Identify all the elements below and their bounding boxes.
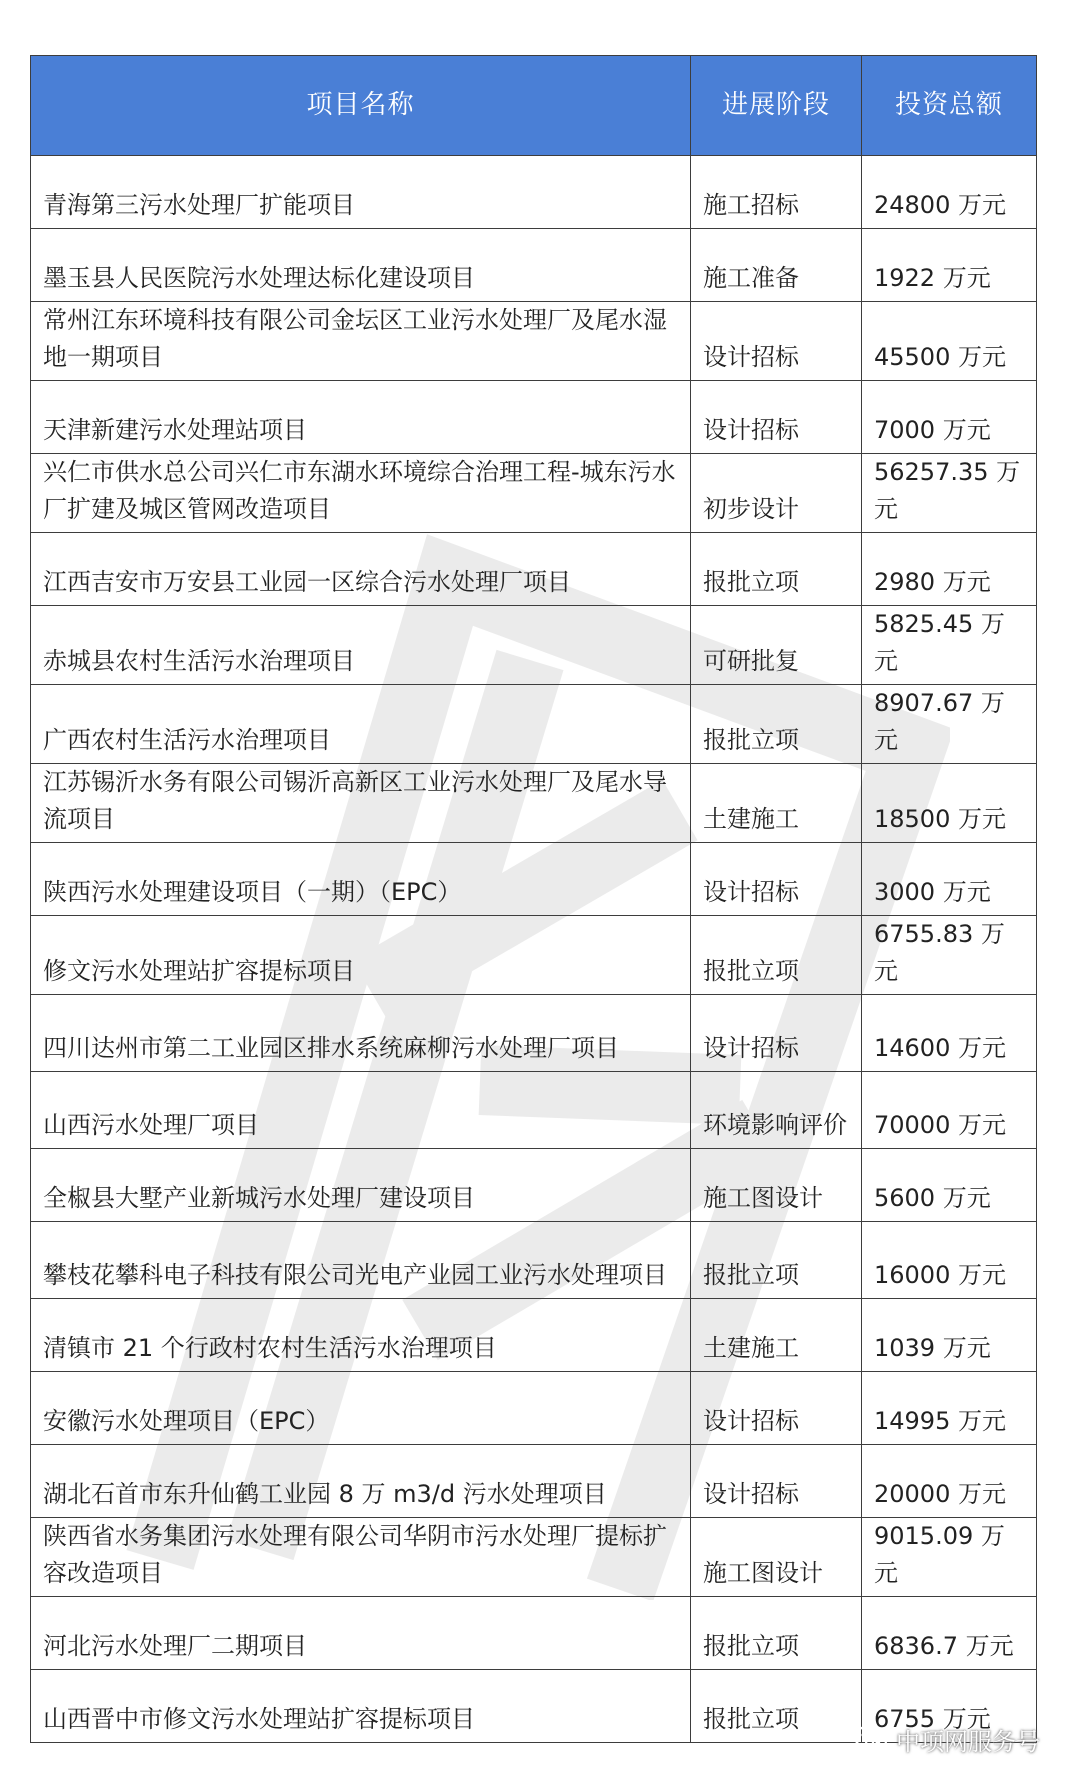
cell-project-name: 天津新建污水处理站项目 xyxy=(31,381,691,454)
cell-project-name: 兴仁市供水总公司兴仁市东湖水环境综合治理工程-城东污水厂扩建及城区管网改造项目 xyxy=(31,454,691,533)
cell-progress-stage: 施工图设计 xyxy=(691,1149,862,1222)
cell-progress-stage: 设计招标 xyxy=(691,1445,862,1518)
cell-investment-total: 1922 万元 xyxy=(862,229,1037,302)
cell-investment-total: 18500 万元 xyxy=(862,764,1037,843)
cell-investment-total: 6755 万元 xyxy=(862,1670,1037,1743)
table-row xyxy=(31,606,1037,685)
table-header-row xyxy=(31,56,1037,156)
cell-project-name: 赤城县农村生活污水治理项目 xyxy=(31,606,691,685)
table-row xyxy=(31,1072,1037,1149)
footer-account-name: 中项网服务号 xyxy=(896,1728,1040,1756)
cell-project-name: 江苏锡沂水务有限公司锡沂高新区工业污水处理厂及尾水导流项目 xyxy=(31,764,691,843)
cell-project-name: 河北污水处理厂二期项目 xyxy=(31,1597,691,1670)
cell-investment-total: 6755.83 万元 xyxy=(862,916,1037,995)
table-row xyxy=(31,916,1037,995)
cell-progress-stage: 土建施工 xyxy=(691,764,862,843)
cell-project-name: 陕西污水处理建设项目（一期）（EPC） xyxy=(31,843,691,916)
cell-project-name: 安徽污水处理项目（EPC） xyxy=(31,1372,691,1445)
table-row xyxy=(31,302,1037,381)
project-table xyxy=(30,55,1037,1743)
cell-investment-total: 20000 万元 xyxy=(862,1445,1037,1518)
cell-project-name: 攀枝花攀科电子科技有限公司光电产业园工业污水处理项目 xyxy=(31,1222,691,1299)
cell-investment-total: 5825.45 万元 xyxy=(862,606,1037,685)
cell-investment-total: 9015.09 万元 xyxy=(862,1518,1037,1597)
cell-investment-total: 1039 万元 xyxy=(862,1299,1037,1372)
table-row xyxy=(31,533,1037,606)
table-row xyxy=(31,1445,1037,1518)
cell-progress-stage: 施工图设计 xyxy=(691,1518,862,1597)
table-row xyxy=(31,1149,1037,1222)
table-row xyxy=(31,1299,1037,1372)
table-row xyxy=(31,1222,1037,1299)
table-row xyxy=(31,1372,1037,1445)
table-row xyxy=(31,1597,1037,1670)
table-row xyxy=(31,454,1037,533)
cell-investment-total: 3000 万元 xyxy=(862,843,1037,916)
table-row xyxy=(31,1670,1037,1743)
table-body xyxy=(31,156,1037,1743)
cell-investment-total: 7000 万元 xyxy=(862,381,1037,454)
cell-progress-stage: 报批立项 xyxy=(691,916,862,995)
table-row xyxy=(31,685,1037,764)
header-investment-total: 投资总额 xyxy=(862,56,1037,156)
cell-progress-stage: 报批立项 xyxy=(691,533,862,606)
cell-investment-total: 14995 万元 xyxy=(862,1372,1037,1445)
cell-investment-total: 70000 万元 xyxy=(862,1072,1037,1149)
cell-progress-stage: 环境影响评价 xyxy=(691,1072,862,1149)
cell-progress-stage: 报批立项 xyxy=(691,1670,862,1743)
cell-progress-stage: 报批立项 xyxy=(691,1222,862,1299)
cell-investment-total: 8907.67 万元 xyxy=(862,685,1037,764)
cell-project-name: 清镇市 21 个行政村农村生活污水治理项目 xyxy=(31,1299,691,1372)
cell-investment-total: 2980 万元 xyxy=(862,533,1037,606)
table-row xyxy=(31,764,1037,843)
table-row xyxy=(31,156,1037,229)
cell-project-name: 山西晋中市修文污水处理站扩容提标项目 xyxy=(31,1670,691,1743)
cell-project-name: 墨玉县人民医院污水处理达标化建设项目 xyxy=(31,229,691,302)
cell-project-name: 修文污水处理站扩容提标项目 xyxy=(31,916,691,995)
cell-progress-stage: 报批立项 xyxy=(691,685,862,764)
cell-progress-stage: 设计招标 xyxy=(691,1372,862,1445)
cell-project-name: 广西农村生活污水治理项目 xyxy=(31,685,691,764)
cell-progress-stage: 设计招标 xyxy=(691,302,862,381)
header-project-name: 项目名称 xyxy=(31,56,691,156)
header-progress-stage: 进展阶段 xyxy=(691,56,862,156)
table-row xyxy=(31,1518,1037,1597)
cell-project-name: 全椒县大墅产业新城污水处理厂建设项目 xyxy=(31,1149,691,1222)
cell-project-name: 四川达州市第二工业园区排水系统麻柳污水处理厂项目 xyxy=(31,995,691,1072)
cell-investment-total: 6836.7 万元 xyxy=(862,1597,1037,1670)
table-row xyxy=(31,995,1037,1072)
cell-project-name: 山西污水处理厂项目 xyxy=(31,1072,691,1149)
cell-investment-total: 14600 万元 xyxy=(862,995,1037,1072)
cell-investment-total: 45500 万元 xyxy=(862,302,1037,381)
cell-investment-total: 56257.35 万元 xyxy=(862,454,1037,533)
cell-progress-stage: 可研批复 xyxy=(691,606,862,685)
cell-project-name: 常州江东环境科技有限公司金坛区工业污水处理厂及尾水湿地一期项目 xyxy=(31,302,691,381)
table-row xyxy=(31,381,1037,454)
cell-progress-stage: 初步设计 xyxy=(691,454,862,533)
cell-project-name: 青海第三污水处理厂扩能项目 xyxy=(31,156,691,229)
cell-progress-stage: 报批立项 xyxy=(691,1597,862,1670)
cell-progress-stage: 设计招标 xyxy=(691,381,862,454)
cell-investment-total: 16000 万元 xyxy=(862,1222,1037,1299)
cell-progress-stage: 设计招标 xyxy=(691,843,862,916)
cell-progress-stage: 施工准备 xyxy=(691,229,862,302)
cell-investment-total: 5600 万元 xyxy=(862,1149,1037,1222)
cell-progress-stage: 设计招标 xyxy=(691,995,862,1072)
cell-progress-stage: 土建施工 xyxy=(691,1299,862,1372)
table-row xyxy=(31,843,1037,916)
cell-project-name: 江西吉安市万安县工业园一区综合污水处理厂项目 xyxy=(31,533,691,606)
table-row xyxy=(31,229,1037,302)
cell-project-name: 陕西省水务集团污水处理有限公司华阴市污水处理厂提标扩容改造项目 xyxy=(31,1518,691,1597)
cell-progress-stage: 施工招标 xyxy=(691,156,862,229)
cell-project-name: 湖北石首市东升仙鹤工业园 8 万 m3/d 污水处理项目 xyxy=(31,1445,691,1518)
cell-investment-total: 24800 万元 xyxy=(862,156,1037,229)
